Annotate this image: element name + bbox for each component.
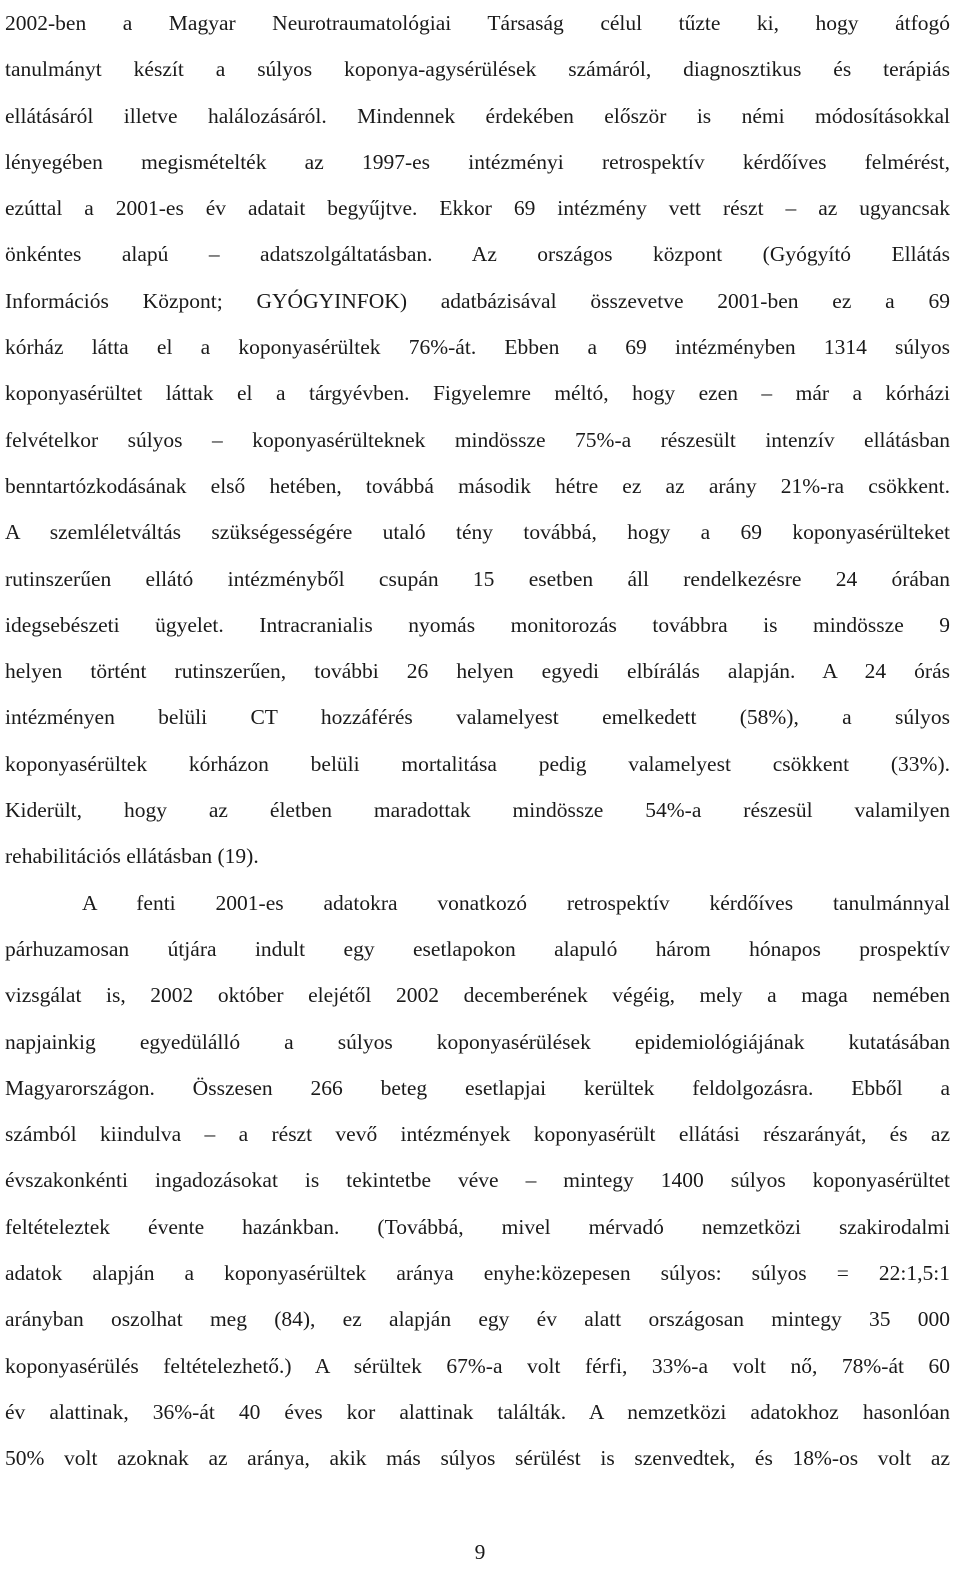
text-line: Magyarországon. Összesen 266 beteg esetlapjai kerültek feldolgozásra. Ebből a (5, 1075, 950, 1100)
text-line: intézményen belüli CT hozzáférés valamelyest emelkedett (58%), a súlyos (5, 705, 950, 730)
text-line: Információs Központ; GYÓGYINFOK) adatbázisával összevetve 2001-ben ez a 69 (5, 288, 950, 313)
paragraph-2 (5, 880, 950, 1482)
text-line: idegsebészeti ügyelet. Intracranialis nyomás monitorozás továbbra is mindössze 9 (5, 612, 950, 637)
text-line: kórház látta el a koponyasérültek 76%-át. Ebben a 69 intézményben 1314 súlyos (5, 335, 950, 360)
text-line: párhuzamosan útjára indult egy esetlapokon alapuló három hónapos prospektív (5, 936, 950, 961)
text-line: felvételkor súlyos – koponyasérülteknek mindössze 75%-a részesült intenzív ellátásban (5, 427, 950, 452)
paragraph-1 (5, 0, 950, 880)
text-line: arányban oszolhat meg (84), ez alapján egy év alatt országosan mintegy 35 000 (5, 1307, 950, 1332)
text-line: A fenti 2001-es adatokra vonatkozó retrospektív kérdőíves tanulmánnyal (82, 890, 950, 915)
text-line: benntartózkodásának első hetében, továbbá második hétre ez az arány 21%-ra csökkent. (5, 473, 950, 498)
text-line: feltételeztek évente hazánkban. (Továbbá, mivel mérvadó nemzetközi szakirodalmi (5, 1214, 950, 1239)
text-line: év alattinak, 36%-át 40 éves kor alattinak találták. A nemzetközi adatokhoz hasonlóan (5, 1399, 950, 1424)
text-line: 50% volt azoknak az aránya, akik más súlyos sérülést is szenvedtek, és 18%-os volt az (5, 1446, 950, 1471)
text-line: önkéntes alapú – adatszolgáltatásban. Az országos központ (Gyógyító Ellátás (5, 242, 950, 267)
text-line: Kiderült, hogy az életben maradottak mindössze 54%-a részesül valamilyen (5, 798, 950, 823)
text-line: helyen történt rutinszerűen, további 26 helyen egyedi elbírálás alapján. A 24 órás (5, 659, 950, 684)
text-line: 2002-ben a Magyar Neurotraumatológiai Társaság célul tűzte ki, hogy átfogó (5, 11, 950, 35)
text-line: tanulmányt készít a súlyos koponya-agysérülések számáról, diagnosztikus és terápiás (5, 57, 950, 82)
text-line: koponyasérülés feltételezhető.) A sérültek 67%-a volt férfi, 33%-a volt nő, 78%-át 60 (5, 1353, 950, 1378)
text-line: ellátásáról illetve halálozásáról. Mindennek érdekében először is némi módosításokkal (5, 103, 950, 128)
text-line: koponyasérültek kórházon belüli mortalitása pedig valamelyest csökkent (33%). (5, 751, 950, 776)
text-line: adatok alapján a koponyasérültek aránya enyhe:közepesen súlyos: súlyos = 22:1,5:1 (5, 1261, 950, 1286)
text-line: napjainkig egyedülálló a súlyos koponyasérülések epidemiológiájának kutatásában (5, 1029, 950, 1054)
text-line: rutinszerűen ellátó intézményből csupán 15 esetben áll rendelkezésre 24 órában (5, 566, 950, 591)
text-line: A szemléletváltás szükségességére utaló tény továbbá, hogy a 69 koponyasérülteket (5, 520, 950, 545)
body-text (5, 0, 950, 1482)
text-line: lényegében megismételték az 1997-es intézményi retrospektív kérdőíves felmérést, (5, 149, 950, 174)
text-line: vizsgálat is, 2002 október elejétől 2002 decemberének végéig, mely a maga nemében (5, 983, 950, 1008)
text-line: számból kiindulva – a részt vevő intézmények koponyasérült ellátási részarányát, és az (5, 1122, 950, 1147)
text-line: koponyasérültet láttak el a tárgyévben. Figyelemre méltó, hogy ezen – már a kórházi (5, 381, 950, 406)
text-line: rehabilitációs ellátásban (19). (5, 844, 259, 869)
text-line: ezúttal a 2001-es év adatait begyűjtve. Ekkor 69 intézmény vett részt – az ugyancsak (5, 196, 950, 221)
page-number: 9 (474, 1540, 486, 1564)
text-line: évszakonkénti ingadozásokat is tekintetbe véve – mintegy 1400 súlyos koponyasérültet (5, 1168, 950, 1193)
